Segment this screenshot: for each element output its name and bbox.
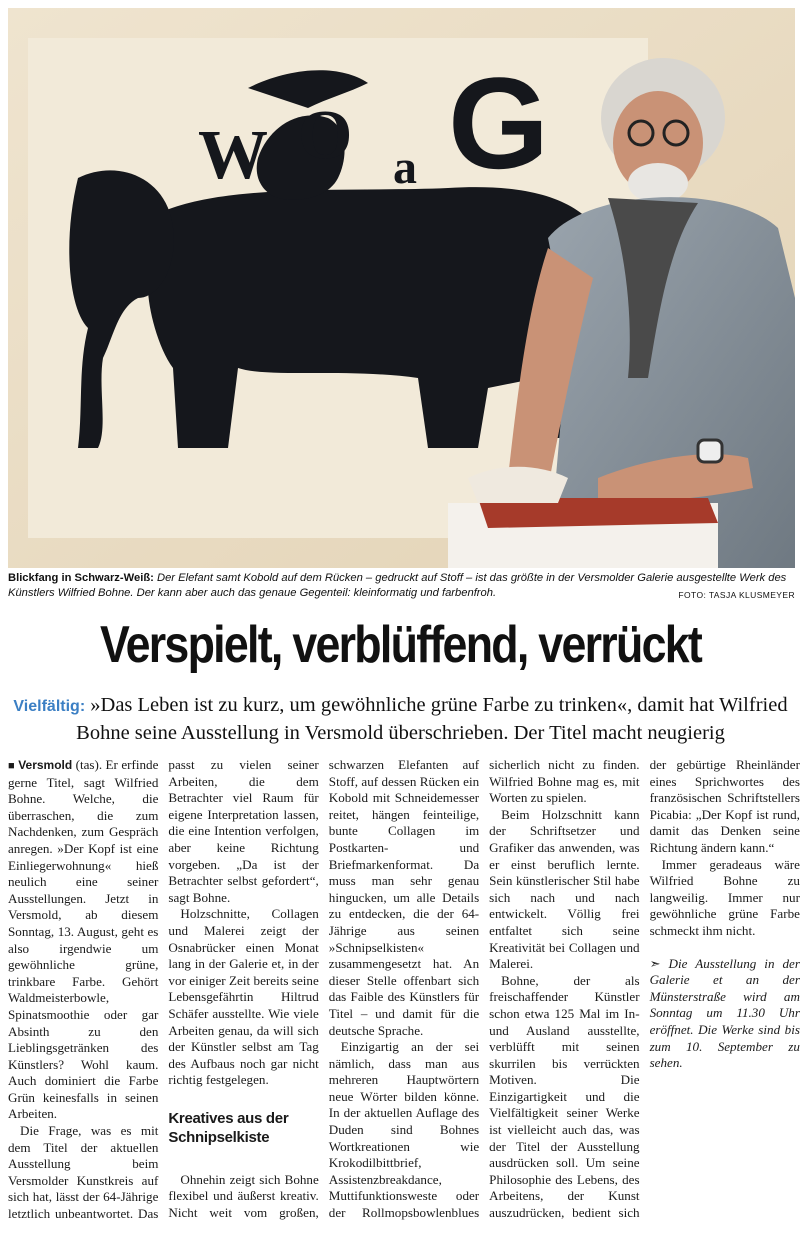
- paragraph-1-text: (tas). Er erfinde gerne Titel, sagt Wilfried Bohne. Welche, die überraschen, die zum Nachdenken, zum Gespräch anregen. »Der Kopf ist eine Einliegerwohnung« hieß neulich eine seiner Ausstellungen. Jetzt in Versmold, ab diesem Sonntag, 13. August, geht es also irgendwie um gewöhnliche grüne, trinkbare Farbe. Gehört Waldmeisterbowle, Spinatsmoothie oder gar Absinth zu den Lieblingsgetränken des Künstlers? Wohl kaum. Auch dominiert die Farbe Grün keinesfalls in seinen Arbeiten.: [8, 757, 159, 1122]
- caption-lead: Blickfang in Schwarz-Weiß:: [8, 572, 154, 584]
- paragraph-marker: ■: [8, 760, 15, 772]
- paragraph-8: Immer geradeaus wäre Wilfried Bohne zu langweilig. Immer nur gewöhnliche grüne Farbe schmeckt ihm nicht.: [649, 856, 800, 938]
- deck-kicker: Vielfältig:: [13, 698, 86, 715]
- paragraph-2: Die Frage, was es mit dem Titel der aktuellen Ausstellung beim Versmolder Kunstkreis auf sich hat, lässt der 64-Jährige letztlich unbeantwortet. Das passt zu vielen seiner Arbeiten, die dem Betrachter viel Raum für eigene Interpretation lassen, die eine Intention verfolgen, aber keine Richtung vorgeben. „Da ist der Betrachter selbst gefordert“, sagt Bohne.: [8, 757, 319, 1222]
- paragraph-3: Holzschnitte, Collagen und Malerei zeigt der Osnabrücker einen Monat lang in der Galerie et, in der vor einiger Zeit bereits seine Lebensgefährtin Hiltrud Schäfer ausstellte. Wie viele Arbeiten genau, da will sich der Künstler selbst am Tag des Aufbaus noch gar nicht richtig festgelegen.: [168, 906, 319, 1088]
- article-body: [8, 757, 800, 1237]
- paragraph-6: Beim Holzschnitt kann der Schriftsetzer und Grafiker das anwenden, was er einst beruflich lernte. Sein künstlerischer Stil habe sich nach und nach entwickelt. Völlig frei entfaltet sich seine Kreativität bei Collagen und Malerei.: [489, 806, 640, 972]
- article-photo: [8, 8, 795, 568]
- paragraph-4: Ohnehin zeigt sich Bohne flexibel und äußerst kreativ. Nicht weit vom großen, schwarzen Elefanten auf Stoff, auf dessen Rücken ein Kobold mit Schneidemesser reitet, hängen feinteilige, bunte Collagen im Postkarten- und Briefmarkenformat. Da muss man sehr genau hingucken, um alle Details zu entdecken, die der 64-Jährige aus seinen »Schnipselkisten« zusammengesetzt hat. An dieser Stelle offenbart sich das Faible des Künstlers für Titel – und damit für die deutsche Sprache.: [168, 757, 480, 1221]
- subheading: Kreatives aus der Schnipselkiste: [168, 1109, 289, 1146]
- photo-credit: FOTO: TASJA KLUSMEYER: [678, 589, 795, 600]
- dateline: Versmold: [18, 758, 73, 772]
- arrow-icon: ➣: [649, 955, 661, 971]
- print-letter-a: a: [393, 141, 417, 194]
- info-box: [650, 956, 800, 1072]
- deck: [0, 692, 801, 746]
- print-letter-w: W: [198, 117, 268, 194]
- photo-caption: [8, 571, 795, 602]
- deck-text: »Das Leben ist zu kurz, um gewöhnliche grüne Farbe zu trinken«, damit hat Wilfried Bohne seine Ausstellung in Versmold überschrieben. Der Titel macht neugierig: [76, 694, 788, 744]
- paragraph-5: Einzigartig an der sei nämlich, dass man aus mehreren Hauptwörtern neue Wörter bilden könne. In der aktuellen Auflage des Duden sind Bohnes Wortkreationen wie Krokodilbittbrief, Assistenzbreakdance, Muttifunktionsweste oder der Rollmopsbowlenblues sicherlich nicht zu finden. Wilfried Bohne mag es, mit Worten zu spielen.: [328, 757, 640, 1221]
- print-letter-g: G: [448, 50, 550, 196]
- woodcut-elephant-illustration: [8, 8, 795, 568]
- paragraph-1: [8, 757, 158, 1123]
- info-text: Die Ausstellung in der Galerie et an der Münsterstraße wird am Sonntag um 11.30 Uhr eröffnet. Die Werke sind bis zum 10. September zu sehen.: [649, 955, 800, 1071]
- headline: Verspielt, verblüffend, verrückt: [99, 616, 702, 674]
- paragraph-7: Bohne, der als freischaffender Künstler schon etwa 125 Mal im In- und Ausland ausstellte, verblüfft mit seinen skurrilen bis verrückten Motiven. Die Einzigartigkeit und die Vielfältigkeit seiner Werke ist vielleicht auch das, was der Titel der Ausstellung ausdrücken soll. Um seine Philosophie des Lebens, des Arbeitens, der Kunst auszudrücken, bedient sich der gebürtige Rheinländer eines Sprichwortes des französischen Schriftstellers Picabia: „Der Kopf ist rund, damit das Denken seine Richtung ändern kann.“: [489, 757, 800, 1221]
- print-letter-o: O: [298, 97, 353, 174]
- caption-text: Der Elefant samt Kobold auf dem Rücken – gedruckt auf Stoff – ist das größte in der Versmolder Galerie ausgestellte Werk des Künstlers Wilfried Bohne. Der kann aber auch das genaue Gegenteil: kleinformatig und farbenfroh.: [8, 572, 787, 599]
